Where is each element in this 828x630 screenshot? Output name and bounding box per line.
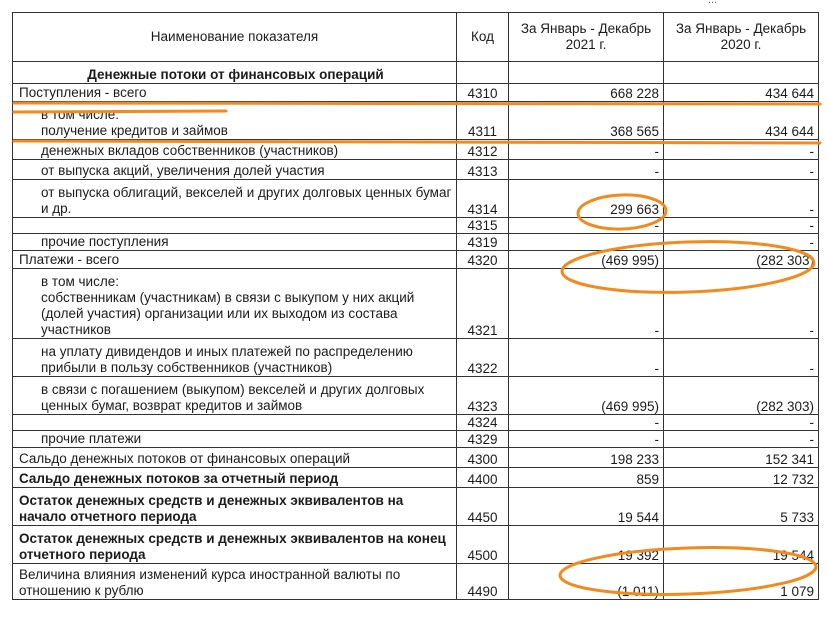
row-code: 4450 xyxy=(457,488,509,526)
row-code: 4400 xyxy=(457,468,509,488)
row-code: 4324 xyxy=(457,415,509,431)
row-value-2021: 299 663 xyxy=(509,180,664,218)
row-code xyxy=(457,62,509,84)
row-name: Остаток денежных средств и денежных эквивалентов на начало отчетного периода xyxy=(13,488,457,526)
row-code: 4322 xyxy=(457,339,509,377)
table-row xyxy=(13,431,819,448)
row-name: на уплату дивидендов и иных платежей по распределению прибыли в пользу собственников (участников) xyxy=(13,339,457,377)
row-value-2020: - xyxy=(664,415,819,431)
row-name: денежных вкладов собственников (участников) xyxy=(13,140,457,160)
row-name: Поступления - всего xyxy=(13,84,457,102)
row-value-2021: - xyxy=(509,160,664,180)
row-name: Остаток денежных средств и денежных эквивалентов на конец отчетного периода xyxy=(13,526,457,564)
row-value-2020: (282 303) xyxy=(664,251,819,269)
row-value-2020: - xyxy=(664,431,819,448)
row-value-2021: (1 011) xyxy=(509,564,664,600)
row-value-2020: 5 733 xyxy=(664,488,819,526)
row-code: 4311 xyxy=(457,102,509,140)
row-code: 4314 xyxy=(457,180,509,218)
row-value-2020: - xyxy=(664,234,819,251)
table-row xyxy=(13,564,819,600)
row-value-2020: - xyxy=(664,180,819,218)
row-code: 4313 xyxy=(457,160,509,180)
table-row xyxy=(13,251,819,269)
row-name xyxy=(13,218,457,234)
row-code: 4323 xyxy=(457,377,509,415)
row-value-2021: - xyxy=(509,339,664,377)
row-name: прочие платежи xyxy=(13,431,457,448)
row-code: 4500 xyxy=(457,526,509,564)
row-code: 4490 xyxy=(457,564,509,600)
table-row xyxy=(13,62,819,84)
header-name: Наименование показателя xyxy=(13,13,457,62)
row-name xyxy=(13,415,457,431)
row-name: в связи с погашением (выкупом) векселей и других долговых ценных бумаг, возврат кредитов и займов xyxy=(13,377,457,415)
table-row xyxy=(13,218,819,234)
row-value-2020: - xyxy=(664,218,819,234)
table-row xyxy=(13,140,819,160)
row-name: от выпуска акций, увеличения долей участия xyxy=(13,160,457,180)
table-row xyxy=(13,160,819,180)
row-value-2020: 434 644 xyxy=(664,102,819,140)
row-code: 4321 xyxy=(457,269,509,339)
row-name: Денежные потоки от финансовых операций xyxy=(13,62,457,84)
row-value-2021: - xyxy=(509,234,664,251)
row-code: 4329 xyxy=(457,431,509,448)
row-code: 4315 xyxy=(457,218,509,234)
row-value-2020: - xyxy=(664,339,819,377)
row-name: Сальдо денежных потоков от финансовых операций xyxy=(13,448,457,468)
row-value-2021: 368 565 xyxy=(509,102,664,140)
row-value-2021 xyxy=(509,62,664,84)
table-row xyxy=(13,488,819,526)
row-value-2020: 19 544 xyxy=(664,526,819,564)
table-row xyxy=(13,526,819,564)
header-2020: За Январь - Декабрь 2020 г. xyxy=(664,13,819,62)
table-row xyxy=(13,468,819,488)
table-header-row xyxy=(13,13,819,62)
row-code: 4310 xyxy=(457,84,509,102)
row-value-2021: (469 995) xyxy=(509,251,664,269)
row-code: 4300 xyxy=(457,448,509,468)
table-row xyxy=(13,448,819,468)
row-value-2021: - xyxy=(509,269,664,339)
row-value-2021: 198 233 xyxy=(509,448,664,468)
row-value-2021: - xyxy=(509,431,664,448)
table-row xyxy=(13,102,819,140)
row-value-2020: 152 341 xyxy=(664,448,819,468)
row-value-2020: - xyxy=(664,269,819,339)
table-row xyxy=(13,377,819,415)
table-row xyxy=(13,84,819,102)
row-code: 4320 xyxy=(457,251,509,269)
top-edge-fragment: ... xyxy=(708,0,718,6)
row-value-2020: 1 079 xyxy=(664,564,819,600)
table-row xyxy=(13,339,819,377)
row-value-2020: 434 644 xyxy=(664,84,819,102)
row-name: в том числе: собственникам (участникам) в связи с выкупом у них акций (долей участия) организации или их выходом из состава участников xyxy=(13,269,457,339)
row-value-2021: - xyxy=(509,140,664,160)
row-value-2021: - xyxy=(509,218,664,234)
row-name: от выпуска облигаций, векселей и других долговых ценных бумаг и др. xyxy=(13,180,457,218)
table-row xyxy=(13,269,819,339)
table-row xyxy=(13,234,819,251)
row-value-2021: 19 392 xyxy=(509,526,664,564)
row-name: Величина влияния изменений курса иностранной валюты по отношению к рублю xyxy=(13,564,457,600)
row-value-2020: - xyxy=(664,140,819,160)
row-value-2021: 668 228 xyxy=(509,84,664,102)
row-name: в том числе: получение кредитов и займов xyxy=(13,102,457,140)
row-value-2021: 859 xyxy=(509,468,664,488)
row-name: Платежи - всего xyxy=(13,251,457,269)
row-name: Сальдо денежных потоков за отчетный период xyxy=(13,468,457,488)
table-row xyxy=(13,415,819,431)
row-value-2020: - xyxy=(664,160,819,180)
row-value-2020: (282 303) xyxy=(664,377,819,415)
header-2021: За Январь - Декабрь 2021 г. xyxy=(509,13,664,62)
row-value-2021: 19 544 xyxy=(509,488,664,526)
row-value-2020: 12 732 xyxy=(664,468,819,488)
row-code: 4312 xyxy=(457,140,509,160)
row-value-2021: (469 995) xyxy=(509,377,664,415)
header-code: Код xyxy=(457,13,509,62)
row-name: прочие поступления xyxy=(13,234,457,251)
row-code: 4319 xyxy=(457,234,509,251)
row-value-2021: - xyxy=(509,415,664,431)
row-value-2020 xyxy=(664,62,819,84)
table-row xyxy=(13,180,819,218)
cash-flow-table xyxy=(12,12,819,600)
